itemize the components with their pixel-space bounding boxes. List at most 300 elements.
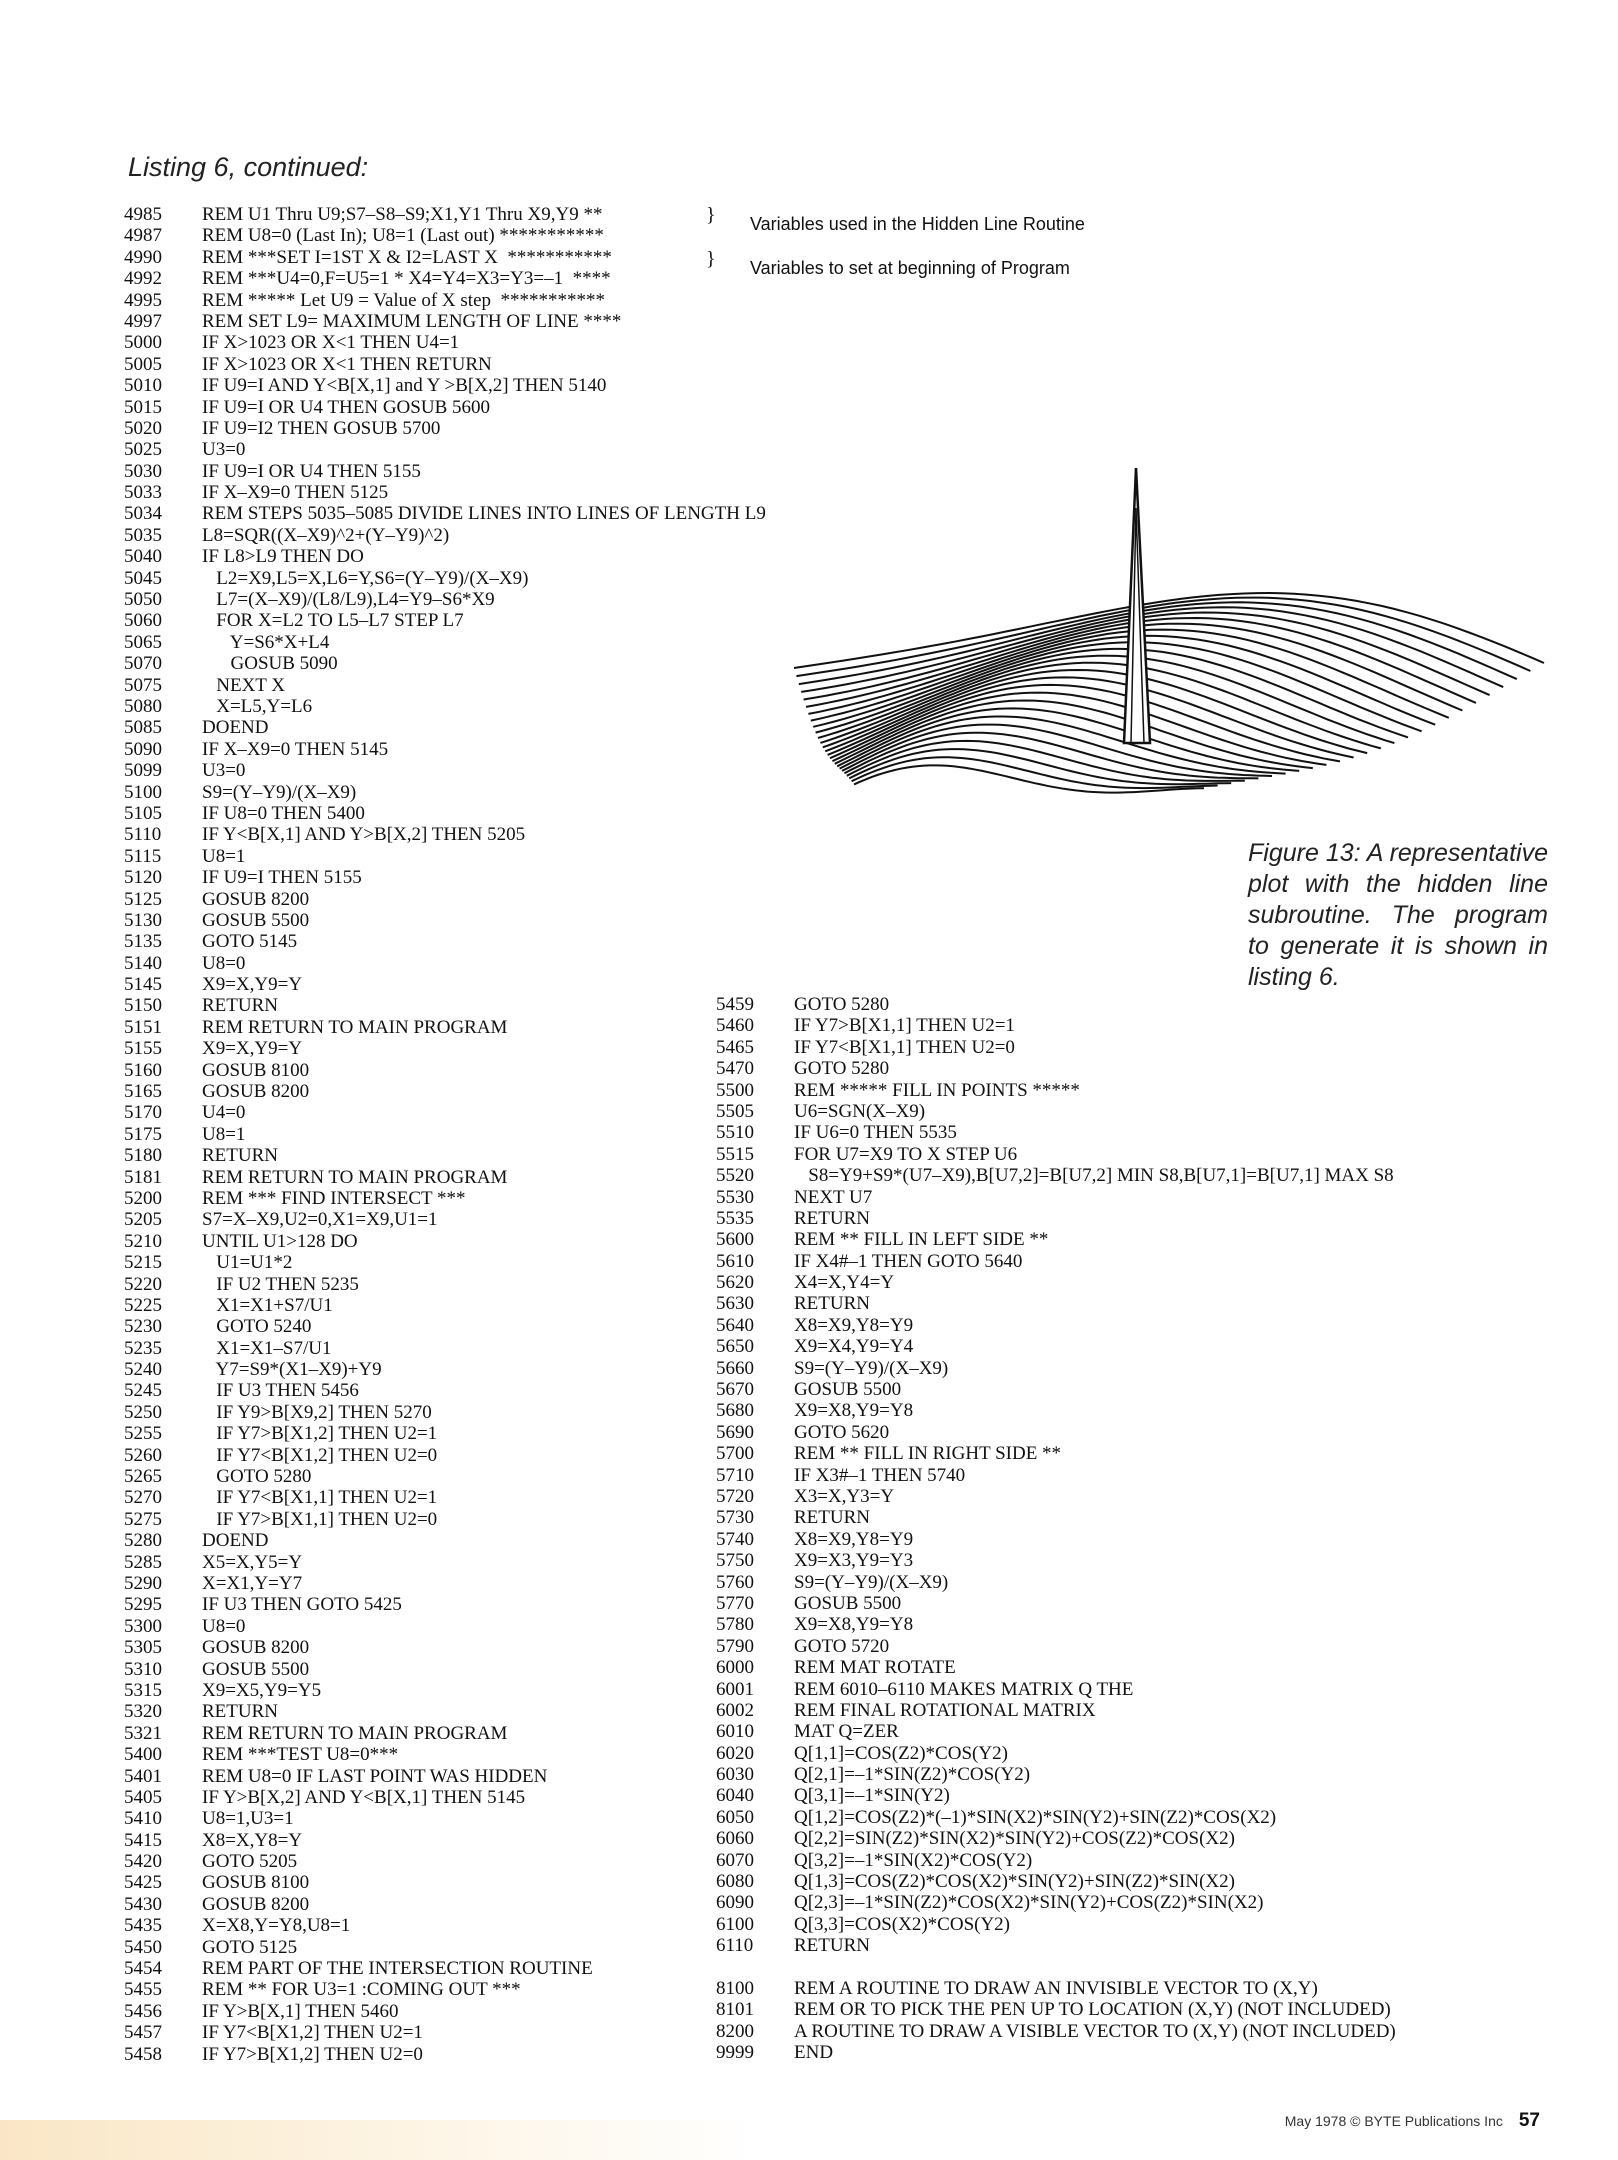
code-line xyxy=(124,824,766,845)
code-statement: U6=SGN(X–X9) xyxy=(794,1100,926,1122)
code-statement: IF X–X9=0 THEN 5125 xyxy=(202,482,389,504)
code-line xyxy=(124,760,766,781)
code-statement: NEXT X xyxy=(202,674,286,696)
code-statement: GOTO 5205 xyxy=(202,1851,298,1873)
code-line xyxy=(124,1573,766,1594)
code-line xyxy=(716,1657,1394,1678)
code-line xyxy=(124,354,766,375)
code-line xyxy=(124,1659,766,1680)
line-number: 5790 xyxy=(716,1635,754,1657)
code-statement: GOTO 5145 xyxy=(202,931,298,953)
code-statement: REM RETURN TO MAIN PROGRAM xyxy=(202,1166,508,1188)
line-number: 5505 xyxy=(716,1100,754,1122)
line-number: 5105 xyxy=(124,802,162,824)
code-statement: RETURN xyxy=(794,1507,870,1529)
line-number: 5090 xyxy=(124,738,162,760)
line-number: 5050 xyxy=(124,589,162,611)
code-statement: REM U8=0 (Last In); U8=1 (Last out) *********** xyxy=(202,225,604,247)
code-line xyxy=(124,1017,766,1038)
code-line xyxy=(124,717,766,738)
code-statement: IF Y>B[X,1] THEN 5460 xyxy=(202,2000,399,2022)
code-line xyxy=(124,247,766,268)
line-number: 4997 xyxy=(124,310,162,332)
code-statement: UNTIL U1>128 DO xyxy=(202,1230,358,1252)
code-line xyxy=(124,1701,766,1722)
page-number: 57 xyxy=(1518,2110,1540,2131)
line-number: 5470 xyxy=(716,1058,754,1080)
line-number: 5285 xyxy=(124,1551,162,1573)
code-line xyxy=(124,332,766,353)
code-statement: X=L5,Y=L6 xyxy=(202,695,313,717)
line-number: 4992 xyxy=(124,268,162,290)
code-statement: REM SET L9= MAXIMUM LENGTH OF LINE **** xyxy=(202,310,622,332)
line-number: 5245 xyxy=(124,1380,162,1402)
line-number: 6050 xyxy=(716,1806,754,1828)
line-number: 5620 xyxy=(716,1272,754,1294)
code-line xyxy=(716,1293,1394,1314)
line-number: 5270 xyxy=(124,1487,162,1509)
code-line xyxy=(716,1999,1396,2020)
code-statement: FOR U7=X9 TO X STEP U6 xyxy=(794,1143,1018,1165)
line-number: 5015 xyxy=(124,396,162,418)
line-number: 9999 xyxy=(716,2042,754,2064)
line-number: 8101 xyxy=(716,1999,754,2021)
line-number: 5600 xyxy=(716,1229,754,1251)
code-line xyxy=(124,1594,766,1615)
line-number: 6070 xyxy=(716,1849,754,1871)
code-line xyxy=(124,439,766,460)
line-number: 5205 xyxy=(124,1209,162,1231)
line-number: 5100 xyxy=(124,781,162,803)
code-statement: IF X>1023 OR X<1 THEN U4=1 xyxy=(202,332,460,354)
code-line xyxy=(716,1443,1394,1464)
code-line xyxy=(124,1937,766,1958)
code-statement: Y7=S9*(X1–X9)+Y9 xyxy=(202,1359,382,1381)
code-line xyxy=(124,2044,766,2065)
line-number: 5435 xyxy=(124,1915,162,1937)
line-number: 5145 xyxy=(124,974,162,996)
line-number: 5320 xyxy=(124,1701,162,1723)
code-line xyxy=(124,546,766,567)
code-line xyxy=(124,525,766,546)
code-line xyxy=(124,1252,766,1273)
brace-1: } xyxy=(706,204,716,226)
code-statement: IF Y7>B[X1,1] THEN U2=0 xyxy=(202,1508,438,1530)
line-number: 5120 xyxy=(124,867,162,889)
code-line xyxy=(124,1380,766,1401)
code-line xyxy=(124,1060,766,1081)
code-statement: U8=0 xyxy=(202,952,246,974)
line-number: 5165 xyxy=(124,1081,162,1103)
code-line xyxy=(716,1122,1394,1143)
code-statement: REM RETURN TO MAIN PROGRAM xyxy=(202,1016,508,1038)
code-statement: U4=0 xyxy=(202,1102,246,1124)
code-line xyxy=(716,1550,1394,1571)
code-line xyxy=(124,2001,766,2022)
code-statement: REM ***** FILL IN POINTS ***** xyxy=(794,1079,1080,1101)
line-number: 5720 xyxy=(716,1485,754,1507)
code-statement: IF Y7<B[X1,1] THEN U2=1 xyxy=(202,1487,438,1509)
code-statement: IF X>1023 OR X<1 THEN RETURN xyxy=(202,353,492,375)
code-statement: IF U9=I OR U4 THEN 5155 xyxy=(202,460,421,482)
line-number: 5730 xyxy=(716,1507,754,1529)
code-statement: GOSUB 5500 xyxy=(202,1658,310,1680)
line-number: 5500 xyxy=(716,1079,754,1101)
code-statement: REM U8=0 IF LAST POINT WAS HIDDEN xyxy=(202,1765,548,1787)
code-line xyxy=(716,1764,1394,1785)
code-statement: NEXT U7 xyxy=(794,1186,873,1208)
code-statement: IF Y9>B[X9,2] THEN 5270 xyxy=(202,1401,432,1423)
line-number: 6020 xyxy=(716,1742,754,1764)
code-statement: REM RETURN TO MAIN PROGRAM xyxy=(202,1722,508,1744)
code-line xyxy=(124,675,766,696)
line-number: 5460 xyxy=(716,1015,754,1037)
line-number: 4987 xyxy=(124,225,162,247)
line-number: 6110 xyxy=(716,1935,754,1957)
line-number: 6030 xyxy=(716,1764,754,1786)
line-number: 5401 xyxy=(124,1765,162,1787)
code-line xyxy=(124,953,766,974)
code-line xyxy=(124,1359,766,1380)
code-statement: REM ***TEST U8=0*** xyxy=(202,1744,399,1766)
code-statement: GOTO 5280 xyxy=(794,994,890,1015)
code-line xyxy=(124,632,766,653)
code-statement: X9=X,Y9=Y xyxy=(202,1038,303,1060)
code-line xyxy=(124,782,766,803)
line-number: 5005 xyxy=(124,353,162,375)
line-number: 5200 xyxy=(124,1187,162,1209)
line-number: 5255 xyxy=(124,1423,162,1445)
line-number: 5640 xyxy=(716,1314,754,1336)
code-statement: S7=X–X9,U2=0,X1=X9,U1=1 xyxy=(202,1209,438,1231)
code-line xyxy=(124,995,766,1016)
line-number: 8100 xyxy=(716,1978,754,1999)
code-line xyxy=(124,1124,766,1145)
code-statement: MAT Q=ZER xyxy=(794,1721,899,1743)
line-number: 5520 xyxy=(716,1165,754,1187)
code-line xyxy=(124,225,766,246)
code-line xyxy=(124,1038,766,1059)
line-number: 5065 xyxy=(124,631,162,653)
code-statement: U3=0 xyxy=(202,439,246,461)
line-number: 5456 xyxy=(124,2000,162,2022)
code-line xyxy=(716,1422,1394,1443)
code-line xyxy=(124,1787,766,1808)
code-statement: X=X8,Y=Y8,U8=1 xyxy=(202,1915,351,1937)
line-number: 5210 xyxy=(124,1230,162,1252)
code-statement: REM OR TO PICK THE PEN UP TO LOCATION (X,Y) (NOT INCLUDED) xyxy=(794,1999,1391,2021)
code-statement: IF U9=I OR U4 THEN GOSUB 5600 xyxy=(202,396,490,418)
line-number: 5035 xyxy=(124,524,162,546)
line-number: 5315 xyxy=(124,1679,162,1701)
code-statement: IF U3 THEN GOTO 5425 xyxy=(202,1594,402,1616)
line-number: 5250 xyxy=(124,1401,162,1423)
line-number: 5235 xyxy=(124,1337,162,1359)
code-line xyxy=(124,867,766,888)
code-line xyxy=(716,1529,1394,1550)
code-line xyxy=(716,1850,1394,1871)
code-statement: S9=(Y–Y9)/(X–X9) xyxy=(202,781,357,803)
line-number: 5280 xyxy=(124,1530,162,1552)
note-hidden-line-variables: Variables used in the Hidden Line Routine xyxy=(750,214,1085,234)
code-line xyxy=(716,1251,1394,1272)
line-number: 5275 xyxy=(124,1508,162,1530)
code-line xyxy=(716,1828,1394,1849)
code-line xyxy=(716,1807,1394,1828)
code-statement: X9=X,Y9=Y xyxy=(202,974,303,996)
line-number: 5410 xyxy=(124,1808,162,1830)
line-number: 5045 xyxy=(124,567,162,589)
code-line xyxy=(124,1274,766,1295)
code-statement: X1=X1–S7/U1 xyxy=(202,1337,332,1359)
line-number: 5405 xyxy=(124,1786,162,1808)
code-line xyxy=(124,1209,766,1230)
code-line xyxy=(124,739,766,760)
page-stain xyxy=(0,2120,760,2160)
code-statement: DOEND xyxy=(202,1530,269,1552)
code-statement: RETURN xyxy=(202,995,278,1017)
code-statement: IF U8=0 THEN 5400 xyxy=(202,802,365,824)
code-line xyxy=(124,803,766,824)
code-statement: REM 6010–6110 MAKES MATRIX Q THE xyxy=(794,1678,1134,1700)
code-line xyxy=(716,1721,1394,1742)
line-number: 5075 xyxy=(124,674,162,696)
line-number: 5680 xyxy=(716,1400,754,1422)
line-number: 6060 xyxy=(716,1828,754,1850)
code-statement: GOSUB 8100 xyxy=(202,1059,310,1081)
listing-right-column xyxy=(716,994,1394,1957)
line-number: 5780 xyxy=(716,1614,754,1636)
code-statement: GOSUB 8100 xyxy=(202,1872,310,1894)
code-line xyxy=(716,1379,1394,1400)
code-line xyxy=(716,1229,1394,1250)
code-line xyxy=(124,846,766,867)
code-line xyxy=(124,1466,766,1487)
code-statement: GOTO 5280 xyxy=(794,1058,890,1080)
code-line xyxy=(124,1402,766,1423)
code-line xyxy=(124,290,766,311)
line-number: 5140 xyxy=(124,952,162,974)
code-line xyxy=(124,1295,766,1316)
code-line xyxy=(716,1636,1394,1657)
code-statement: X9=X4,Y9=Y4 xyxy=(794,1336,914,1358)
code-line xyxy=(124,2022,766,2043)
page-footer xyxy=(1285,2110,1540,2132)
code-statement: IF X–X9=0 THEN 5145 xyxy=(202,738,389,760)
code-line xyxy=(124,568,766,589)
line-number: 5750 xyxy=(716,1550,754,1572)
code-line xyxy=(716,1700,1394,1721)
line-number: 5160 xyxy=(124,1059,162,1081)
line-number: 5135 xyxy=(124,931,162,953)
code-statement: REM ***SET I=1ST X & I2=LAST X *********** xyxy=(202,246,612,268)
code-statement: GOSUB 5500 xyxy=(794,1379,902,1401)
line-number: 5300 xyxy=(124,1615,162,1637)
line-number: 5770 xyxy=(716,1592,754,1614)
line-number: 5515 xyxy=(716,1143,754,1165)
code-statement: A ROUTINE TO DRAW A VISIBLE VECTOR TO (X,Y) (NOT INCLUDED) xyxy=(794,2020,1396,2042)
line-number: 5455 xyxy=(124,1979,162,2001)
code-line xyxy=(124,1830,766,1851)
peak-spike xyxy=(1124,468,1150,743)
figure-caption: Figure 13: A representative plot with the hidden line subroutine. The program to generate it is shown in listing 6. xyxy=(1248,839,1548,991)
code-statement: GOTO 5720 xyxy=(794,1635,890,1657)
code-statement: REM ** FOR U3=1 :COMING OUT *** xyxy=(202,1979,521,2001)
code-line xyxy=(124,653,766,674)
code-line xyxy=(124,1915,766,1936)
code-statement: IF U6=0 THEN 5535 xyxy=(794,1122,957,1144)
code-line xyxy=(716,1614,1394,1635)
code-line xyxy=(716,1978,1396,1999)
listing-bottom-routines xyxy=(716,1978,1396,2064)
code-line xyxy=(716,2042,1396,2063)
code-statement: IF U9=I AND Y<B[X,1] and Y >B[X,2] THEN 5140 xyxy=(202,375,607,397)
line-number: 4990 xyxy=(124,246,162,268)
line-number: 5110 xyxy=(124,824,162,846)
line-number: 6010 xyxy=(716,1721,754,1743)
code-statement: U8=1 xyxy=(202,1123,246,1145)
line-number: 5115 xyxy=(124,845,162,867)
code-line xyxy=(124,204,766,225)
line-number: 5151 xyxy=(124,1016,162,1038)
line-number: 6001 xyxy=(716,1678,754,1700)
line-number: 5170 xyxy=(124,1102,162,1124)
code-statement: Q[1,2]=COS(Z2)*(–1)*SIN(X2)*SIN(Y2)+SIN(Z2)*COS(X2) xyxy=(794,1806,1277,1828)
code-line xyxy=(716,1486,1394,1507)
code-statement: Q[2,3]=–1*SIN(Z2)*COS(X2)*SIN(Y2)+COS(Z2)*SIN(X2) xyxy=(794,1892,1264,1914)
code-statement: Q[3,2]=–1*SIN(X2)*COS(Y2) xyxy=(794,1849,1033,1871)
code-line xyxy=(716,1400,1394,1421)
line-number: 5020 xyxy=(124,417,162,439)
page-heading: Listing 6, continued: xyxy=(128,152,369,182)
line-number: 5430 xyxy=(124,1893,162,1915)
code-statement: REM FINAL ROTATIONAL MATRIX xyxy=(794,1699,1096,1721)
line-number: 5033 xyxy=(124,482,162,504)
code-statement: X8=X,Y8=Y xyxy=(202,1829,303,1851)
line-number: 5690 xyxy=(716,1421,754,1443)
code-statement: L2=X9,L5=X,L6=Y,S6=(Y–Y9)/(X–X9) xyxy=(202,567,529,589)
code-statement: Q[1,3]=COS(Z2)*COS(X2)*SIN(Y2)+SIN(Z2)*SIN(X2) xyxy=(794,1871,1235,1893)
code-statement: U8=1 xyxy=(202,845,246,867)
code-statement: REM *** FIND INTERSECT *** xyxy=(202,1187,466,1209)
code-statement: Q[3,1]=–1*SIN(Y2) xyxy=(794,1785,950,1807)
line-number: 5650 xyxy=(716,1336,754,1358)
code-statement: U8=0 xyxy=(202,1615,246,1637)
code-statement: L7=(X–X9)/(L8/L9),L4=Y9–S6*X9 xyxy=(202,589,495,611)
code-statement: IF Y7>B[X1,2] THEN U2=0 xyxy=(202,2043,423,2065)
code-statement: IF U2 THEN 5235 xyxy=(202,1273,359,1295)
code-line xyxy=(716,1679,1394,1700)
code-line xyxy=(124,1487,766,1508)
code-statement: IF Y>B[X,2] AND Y<B[X,1] THEN 5145 xyxy=(202,1786,526,1808)
line-number: 5155 xyxy=(124,1038,162,1060)
line-number: 6080 xyxy=(716,1871,754,1893)
line-number: 5425 xyxy=(124,1872,162,1894)
line-number: 5740 xyxy=(716,1528,754,1550)
code-line xyxy=(716,1358,1394,1379)
code-line xyxy=(716,1572,1394,1593)
code-statement: GOSUB 8200 xyxy=(202,888,310,910)
code-statement: REM MAT ROTATE xyxy=(794,1657,956,1679)
line-number: 5034 xyxy=(124,503,162,525)
code-line xyxy=(124,1445,766,1466)
line-number: 5760 xyxy=(716,1571,754,1593)
code-line xyxy=(124,1423,766,1444)
code-statement: X4=X,Y4=Y xyxy=(794,1272,895,1294)
code-statement: END xyxy=(794,2042,834,2064)
line-number: 5457 xyxy=(124,2022,162,2044)
line-number: 5215 xyxy=(124,1252,162,1274)
code-line xyxy=(124,311,766,332)
code-statement: GOSUB 5500 xyxy=(794,1592,902,1614)
code-line xyxy=(716,1871,1394,1892)
code-line xyxy=(124,1744,766,1765)
line-number: 5670 xyxy=(716,1379,754,1401)
line-number: 5175 xyxy=(124,1123,162,1145)
code-statement: IF Y7<B[X1,2] THEN U2=0 xyxy=(202,1444,438,1466)
line-number: 5305 xyxy=(124,1637,162,1659)
code-statement: IF U9=I THEN 5155 xyxy=(202,867,362,889)
code-line xyxy=(124,610,766,631)
line-number: 5295 xyxy=(124,1594,162,1616)
line-number: 5459 xyxy=(716,994,754,1015)
code-statement: RETURN xyxy=(794,1935,870,1957)
code-line xyxy=(716,1208,1394,1229)
code-line xyxy=(716,2021,1396,2042)
line-number: 5610 xyxy=(716,1250,754,1272)
code-line xyxy=(124,418,766,439)
code-line xyxy=(124,1766,766,1787)
code-line xyxy=(124,1958,766,1979)
line-number: 5450 xyxy=(124,1936,162,1958)
code-statement: Y=S6*X+L4 xyxy=(202,631,330,653)
code-statement: GOSUB 8200 xyxy=(202,1893,310,1915)
code-statement: GOTO 5125 xyxy=(202,1936,298,1958)
code-statement: X9=X3,Y9=Y3 xyxy=(794,1550,914,1572)
code-statement: U3=0 xyxy=(202,760,246,782)
listing-left-column xyxy=(124,204,766,2065)
line-number: 5230 xyxy=(124,1316,162,1338)
code-statement: RETURN xyxy=(794,1293,870,1315)
code-statement: REM A ROUTINE TO DRAW AN INVISIBLE VECTOR TO (X,Y) xyxy=(794,1978,1318,1999)
code-statement: S8=Y9+S9*(U7–X9),B[U7,2]=B[U7,2] MIN S8,B[U7,1]=B[U7,1] MAX S8 xyxy=(794,1165,1394,1187)
line-number: 5415 xyxy=(124,1829,162,1851)
code-line xyxy=(124,1872,766,1893)
line-number: 5260 xyxy=(124,1444,162,1466)
code-statement: Q[2,1]=–1*SIN(Z2)*COS(Y2) xyxy=(794,1764,1031,1786)
code-statement: GOSUB 5090 xyxy=(202,653,338,675)
code-line xyxy=(716,994,1394,1015)
line-number: 5099 xyxy=(124,760,162,782)
code-line xyxy=(124,1530,766,1551)
line-number: 5420 xyxy=(124,1851,162,1873)
line-number: 6040 xyxy=(716,1785,754,1807)
code-line xyxy=(124,1680,766,1701)
line-number: 5220 xyxy=(124,1273,162,1295)
code-line xyxy=(124,1167,766,1188)
line-number: 5310 xyxy=(124,1658,162,1680)
line-number: 5265 xyxy=(124,1466,162,1488)
code-line xyxy=(716,1507,1394,1528)
code-statement: S9=(Y–Y9)/(X–X9) xyxy=(794,1357,949,1379)
line-number: 5530 xyxy=(716,1186,754,1208)
line-number: 6002 xyxy=(716,1699,754,1721)
code-statement: GOTO 5620 xyxy=(794,1421,890,1443)
code-statement: REM ***U4=0,F=U5=1 * X4=Y4=X3=Y3=–1 **** xyxy=(202,268,611,290)
code-statement: X5=X,Y5=Y xyxy=(202,1551,303,1573)
code-statement: IF Y<B[X,1] AND Y>B[X,2] THEN 5205 xyxy=(202,824,526,846)
code-line xyxy=(716,1785,1394,1806)
